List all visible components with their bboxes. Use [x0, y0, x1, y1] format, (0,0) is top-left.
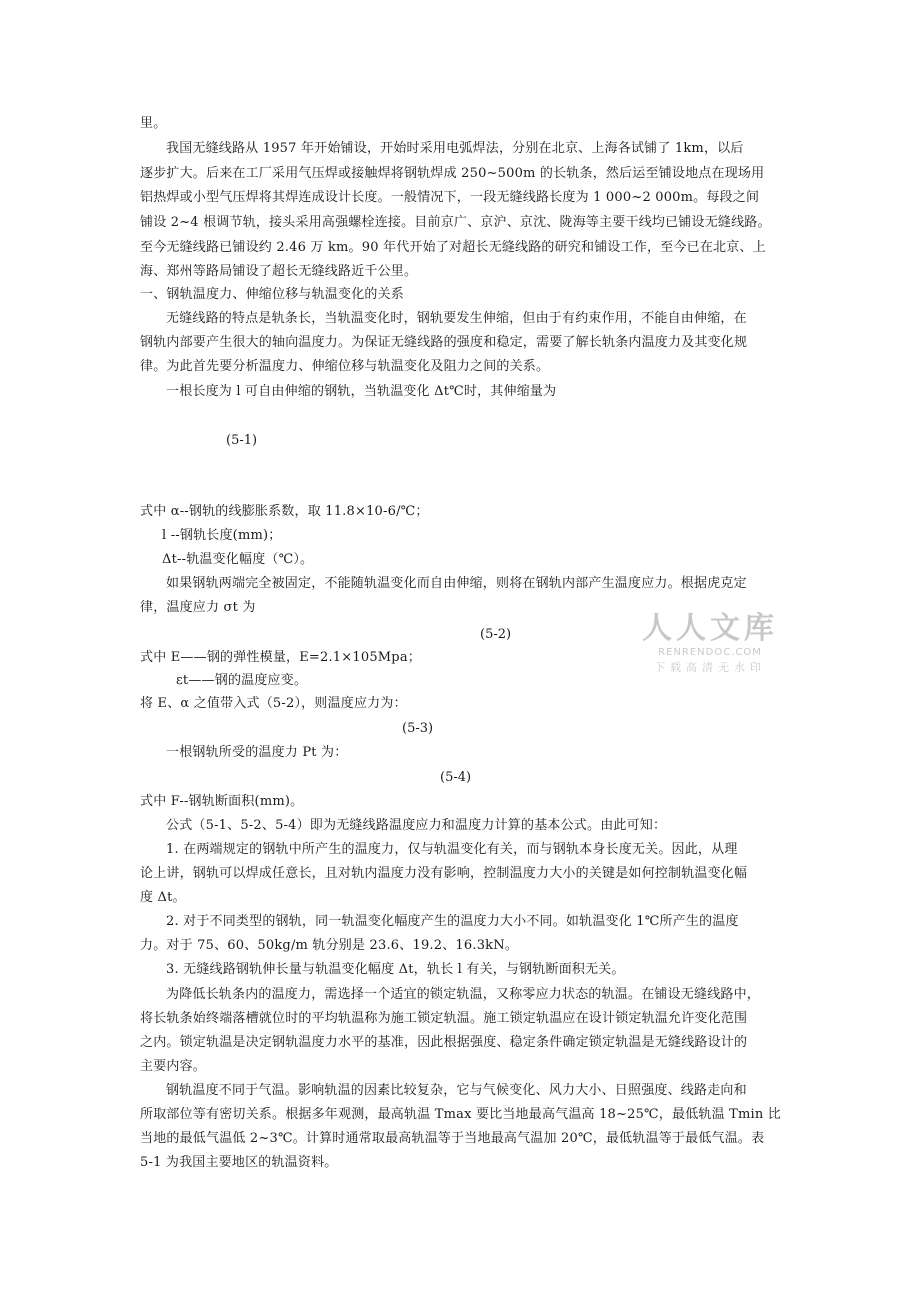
equation-number: (5-2): [480, 627, 512, 642]
text-line: 公式（5-1、5-2、5-4）即为无缝线路温度应力和温度力计算的基本公式。由此可知：: [166, 818, 667, 833]
text-line: 无缝线路的特点是轨条长，当轨温变化时，钢轨要发生伸缩，但由于有约束作用，不能自由伸缩，在: [166, 311, 747, 326]
text-line: 我国无缝线路从 1957 年开始铺设，开始时采用电弧焊法，分别在北京、上海各试铺了 1km，以后: [166, 141, 744, 156]
text-line: 论上讲，钢轨可以焊成任意长，且对轨内温度力没有影响，控制温度力大小的关键是如何控制轨温变化幅: [140, 866, 748, 881]
section-heading: 一、钢轨温度力、伸缩位移与轨温变化的关系: [140, 287, 405, 302]
text-line: 式中 F--钢轨断面积(mm)。: [140, 794, 304, 809]
text-line: 律。为此首先要分析温度力、伸缩位移与轨温变化及阻力之间的关系。: [140, 359, 550, 374]
list-item: 1. 在两端规定的钢轨中所产生的温度力，仅与轨温变化有关，而与钢轨本身长度无关。因此，从理: [166, 842, 738, 857]
equation-number: (5-1): [226, 433, 258, 448]
text-line: 当地的最低气温低 2~3℃。计算时通常取最高轨温等于当地最高气温加 20℃，最低轨温等于最低气温。表: [140, 1131, 765, 1146]
list-item: 2. 对于不同类型的钢轨，同一轨温变化幅度产生的温度力大小不同。如轨温变化 1℃所产生的温度: [166, 914, 739, 929]
text-line: 度 Δt。: [140, 890, 186, 905]
text-line: Δt--轨温变化幅度（℃）。: [162, 552, 314, 567]
text-line: 之内。锁定轨温是决定钢轨温度力水平的基准，因此根据强度、稳定条件确定锁定轨温是无缝线路设计的: [140, 1035, 748, 1050]
text-line: 式中 α--钢轨的线膨胀系数，取 11.8×10-6/℃；: [140, 504, 429, 519]
text-line: 海、郑州等路局铺设了超长无缝线路近千公里。: [140, 264, 418, 279]
text-line: 一根钢轨所受的温度力 Pt 为：: [166, 745, 348, 760]
text-line: 将长轨条始终端落槽就位时的平均轨温称为施工锁定轨温。施工锁定轨温应在设计锁定轨温允许变化范围: [140, 1011, 748, 1026]
text-line: 至今无缝线路已铺设约 2.46 万 km。90 年代开始了对超长无缝线路的研究和铺设工作，至今已在北京、上: [140, 240, 766, 255]
text-line: 逐步扩大。后来在工厂采用气压焊或接触焊将钢轨焊成 250~500m 的长轨条，然后运至铺设地点在现场用: [140, 166, 765, 181]
watermark: [640, 612, 780, 676]
watermark-subtitle: 下载高清无水印: [654, 661, 766, 674]
equation-number: (5-3): [402, 721, 434, 736]
text-line: 铺设 2~4 根调节轨，接头采用高强螺栓连接。目前京广、京沪、京沈、陇海等主要干线均已铺设无缝线路。: [140, 215, 771, 230]
text-line: 律，温度应力 σt 为: [140, 600, 256, 615]
text-line: 力。对于 75、60、50kg/m 轨分别是 23.6、19.2、16.3kN。: [140, 938, 519, 953]
text-line: 钢轨内部要产生很大的轴向温度力。为保证无缝线路的强度和稳定，需要了解长轨条内温度力及其变化规: [140, 335, 748, 350]
text-line: 主要内容。: [140, 1059, 207, 1074]
text-line: 5-1 为我国主要地区的轨温资料。: [140, 1155, 338, 1170]
text-line: 铝热焊或小型气压焊将其焊连成设计长度。一般情况下，一段无缝线路长度为 1 000~2 000m。每段之间: [140, 190, 760, 205]
text-line: 如果钢轨两端完全被固定，不能随轨温变化而自由伸缩，则将在钢轨内部产生温度应力。根据虎克定: [166, 576, 747, 591]
text-line: 钢轨温度不同于气温。影响轨温的因素比较复杂，它与气候变化、风力大小、日照强度、线路走向和: [166, 1083, 747, 1098]
text-line: 一根长度为 l 可自由伸缩的钢轨，当轨温变化 Δt℃时，其伸缩量为: [166, 384, 557, 399]
text-line: 将 E、α 之值带入式（5-2），则温度应力为：: [140, 696, 407, 711]
watermark-url: RENRENDOC.COM: [658, 647, 762, 658]
equation-number: (5-4): [440, 770, 472, 785]
text-line: 式中 E——钢的弹性模量，E=2.1×105Mpa；: [140, 650, 421, 665]
watermark-title: 人人文库: [642, 611, 778, 646]
list-item: 3. 无缝线路钢轨伸长量与轨温变化幅度 Δt，轨长 l 有关，与钢轨断面积无关。: [166, 962, 625, 977]
text-line: 里。: [140, 116, 167, 131]
text-line: εt——钢的温度应变。: [176, 673, 308, 688]
text-line: 所取部位等有密切关系。根据多年观测，最高轨温 Tmax 要比当地最高气温高 18~25℃，最低轨温 Tmin 比: [140, 1107, 781, 1122]
text-line: l --钢轨长度(mm)；: [162, 528, 282, 543]
text-line: 为降低长轨条内的温度力，需选择一个适宜的锁定轨温，又称零应力状态的轨温。在铺设无缝线路中，: [166, 987, 761, 1002]
